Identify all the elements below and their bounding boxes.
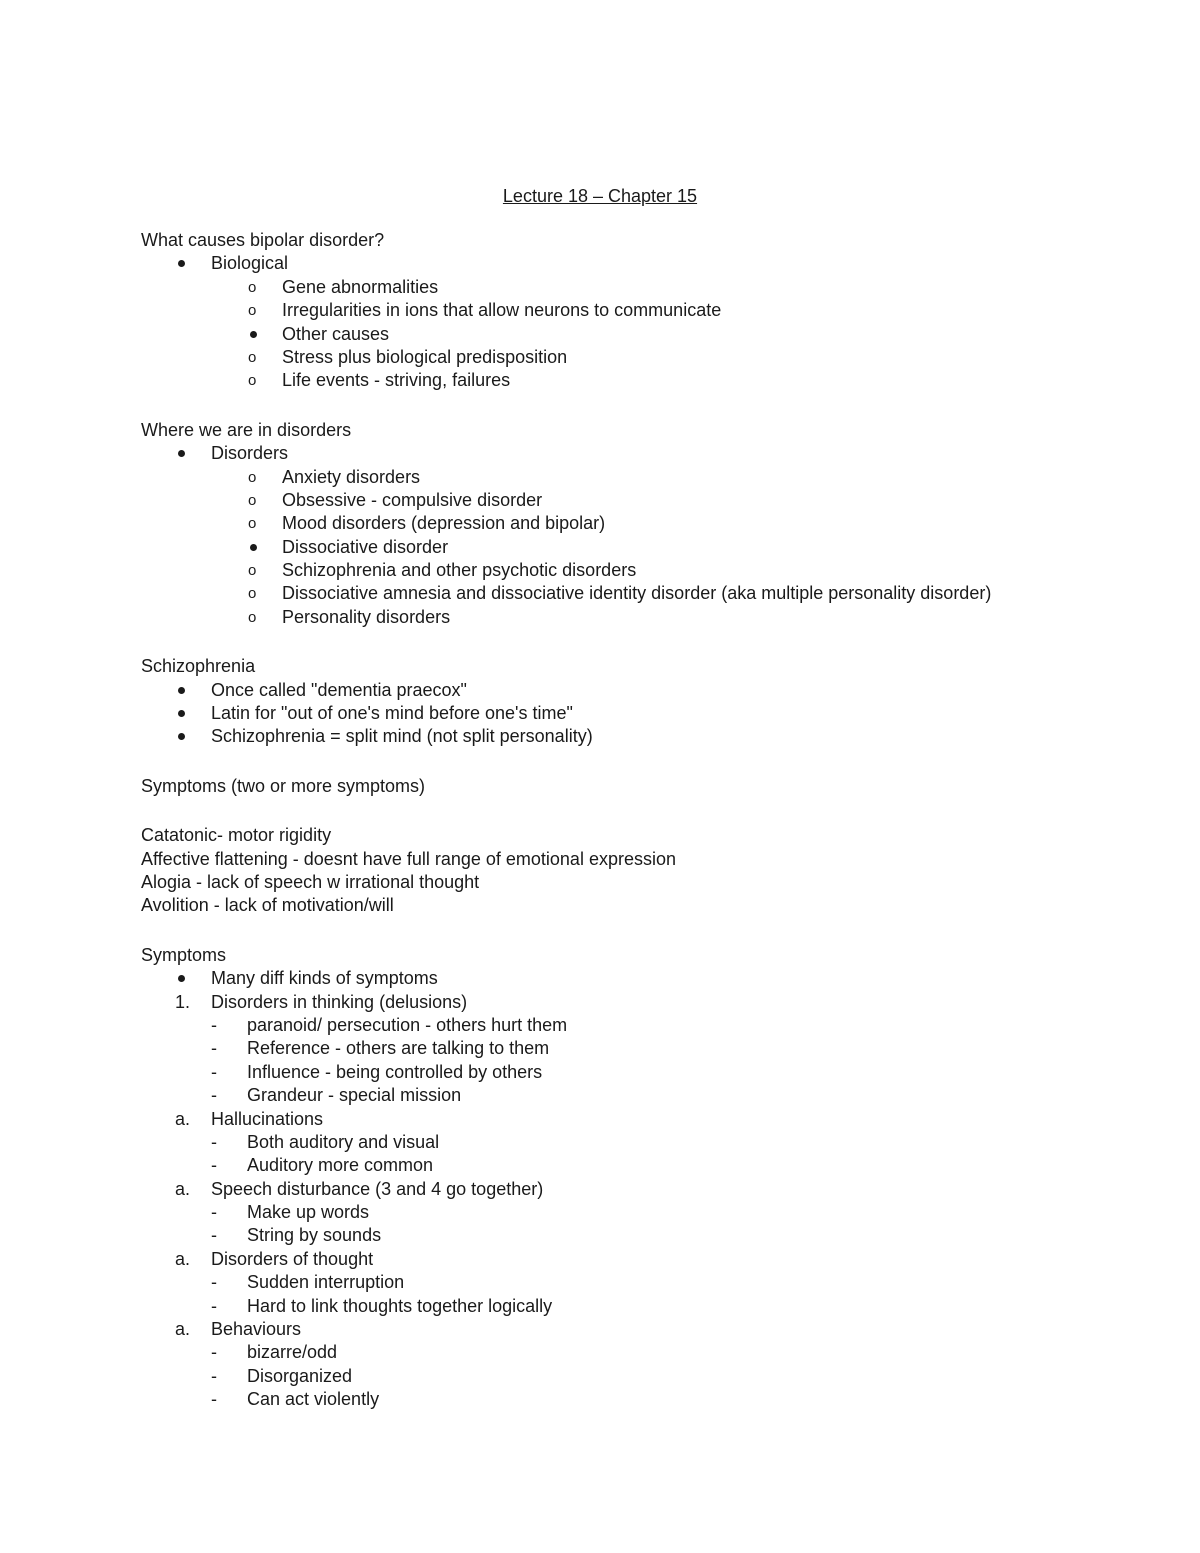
circle-bullet-icon: o <box>248 585 257 603</box>
list-item: Schizophrenia = split mind (not split personality) <box>141 725 1141 748</box>
list-item: o Schizophrenia and other psychotic disorders <box>141 559 1141 582</box>
dash-marker: - <box>211 1038 217 1059</box>
section-heading: Schizophrenia <box>141 656 256 677</box>
dash-marker: - <box>211 1365 217 1386</box>
dash-marker: - <box>211 1295 217 1316</box>
list-item: o Dissociative amnesia and dissociative identity disorder (aka multiple personality disorder) <box>141 582 1141 605</box>
list-item: - Disorganized <box>141 1365 1141 1388</box>
bullet-icon <box>178 710 185 717</box>
list-item: Other causes <box>141 323 1141 346</box>
dash-marker: - <box>211 1202 217 1223</box>
circle-bullet-icon: o <box>248 278 257 296</box>
list-item: - String by sounds <box>141 1224 1141 1247</box>
bullet-icon <box>250 544 257 551</box>
bullet-icon <box>178 733 185 740</box>
circle-bullet-icon: o <box>248 468 257 486</box>
list-item: - bizarre/odd <box>141 1341 1141 1364</box>
circle-bullet-icon: o <box>248 515 257 533</box>
list-item: o Irregularities in ions that allow neurons to communicate <box>141 299 1141 322</box>
dash-marker: - <box>211 1155 217 1176</box>
dash-marker: - <box>211 1342 217 1363</box>
list-item: a. Speech disturbance (3 and 4 go together) <box>141 1178 1141 1201</box>
list-item: - Sudden interruption <box>141 1271 1141 1294</box>
bullet-icon <box>178 687 185 694</box>
letter-marker: a. <box>175 1319 191 1340</box>
circle-bullet-icon: o <box>248 348 257 366</box>
list-item: - Influence - being controlled by others <box>141 1061 1141 1084</box>
dash-marker: - <box>211 1085 217 1106</box>
list-item: o Obsessive - compulsive disorder <box>141 489 1141 512</box>
page-title: Lecture 18 – Chapter 15 <box>502 186 698 206</box>
dash-marker: - <box>211 1225 217 1246</box>
list-item: o Stress plus biological predisposition <box>141 346 1141 369</box>
list-item: Once called "dementia praecox" <box>141 679 1141 702</box>
list-item: o Anxiety disorders <box>141 466 1141 489</box>
circle-bullet-icon: o <box>248 491 257 509</box>
list-item: Disorders <box>141 442 1141 465</box>
list-item: - Can act violently <box>141 1388 1141 1411</box>
section-heading: What causes bipolar disorder? <box>141 230 385 250</box>
list-item: a. Behaviours <box>141 1318 1141 1341</box>
list-item: 1. Disorders in thinking (delusions) <box>141 991 1141 1014</box>
document-body <box>141 229 1141 1412</box>
section-heading: Symptoms <box>141 944 227 965</box>
circle-bullet-icon: o <box>248 372 257 390</box>
dash-marker: - <box>211 1014 217 1035</box>
dash-marker: - <box>211 1061 217 1082</box>
circle-bullet-icon: o <box>248 608 257 626</box>
circle-bullet-icon: o <box>248 302 257 320</box>
list-item: o Life events - striving, failures <box>141 369 1141 392</box>
list-item: o Mood disorders (depression and bipolar) <box>141 512 1141 535</box>
definition-line: Catatonic- motor rigidity <box>141 825 332 846</box>
circle-bullet-icon: o <box>248 562 257 580</box>
list-item: Biological <box>141 252 1141 275</box>
list-item: Latin for "out of one's mind before one's time" <box>141 702 1141 725</box>
bullet-icon <box>250 331 257 338</box>
list-item: o Gene abnormalities <box>141 276 1141 299</box>
list-item: - Both auditory and visual <box>141 1131 1141 1154</box>
letter-marker: a. <box>175 1178 191 1199</box>
list-item: - Reference - others are talking to them <box>141 1037 1141 1060</box>
number-marker: 1. <box>175 991 191 1012</box>
definition-line: Avolition - lack of motivation/will <box>141 895 394 916</box>
definition-line: Alogia - lack of speech w irrational thought <box>141 871 480 892</box>
section-heading: Where we are in disorders <box>141 419 352 440</box>
list-item: - paranoid/ persecution - others hurt them <box>141 1014 1141 1037</box>
dash-marker: - <box>211 1131 217 1152</box>
section-heading: Symptoms (two or more symptoms) <box>141 775 426 796</box>
definition-line: Affective flattening - doesnt have full range of emotional expression <box>141 848 676 869</box>
letter-marker: a. <box>175 1108 191 1129</box>
bullet-icon <box>178 450 185 457</box>
list-item: - Auditory more common <box>141 1154 1141 1177</box>
list-item: Many diff kinds of symptoms <box>141 967 1141 990</box>
list-item: Dissociative disorder <box>141 536 1141 559</box>
list-item: a. Hallucinations <box>141 1108 1141 1131</box>
list-item: - Make up words <box>141 1201 1141 1224</box>
list-item: - Grandeur - special mission <box>141 1084 1141 1107</box>
bullet-icon <box>178 975 185 982</box>
dash-marker: - <box>211 1389 217 1410</box>
list-item: - Hard to link thoughts together logically <box>141 1295 1141 1318</box>
letter-marker: a. <box>175 1248 191 1269</box>
bullet-icon <box>178 260 185 267</box>
dash-marker: - <box>211 1272 217 1293</box>
list-item: a. Disorders of thought <box>141 1248 1141 1271</box>
list-item: o Personality disorders <box>141 606 1141 629</box>
